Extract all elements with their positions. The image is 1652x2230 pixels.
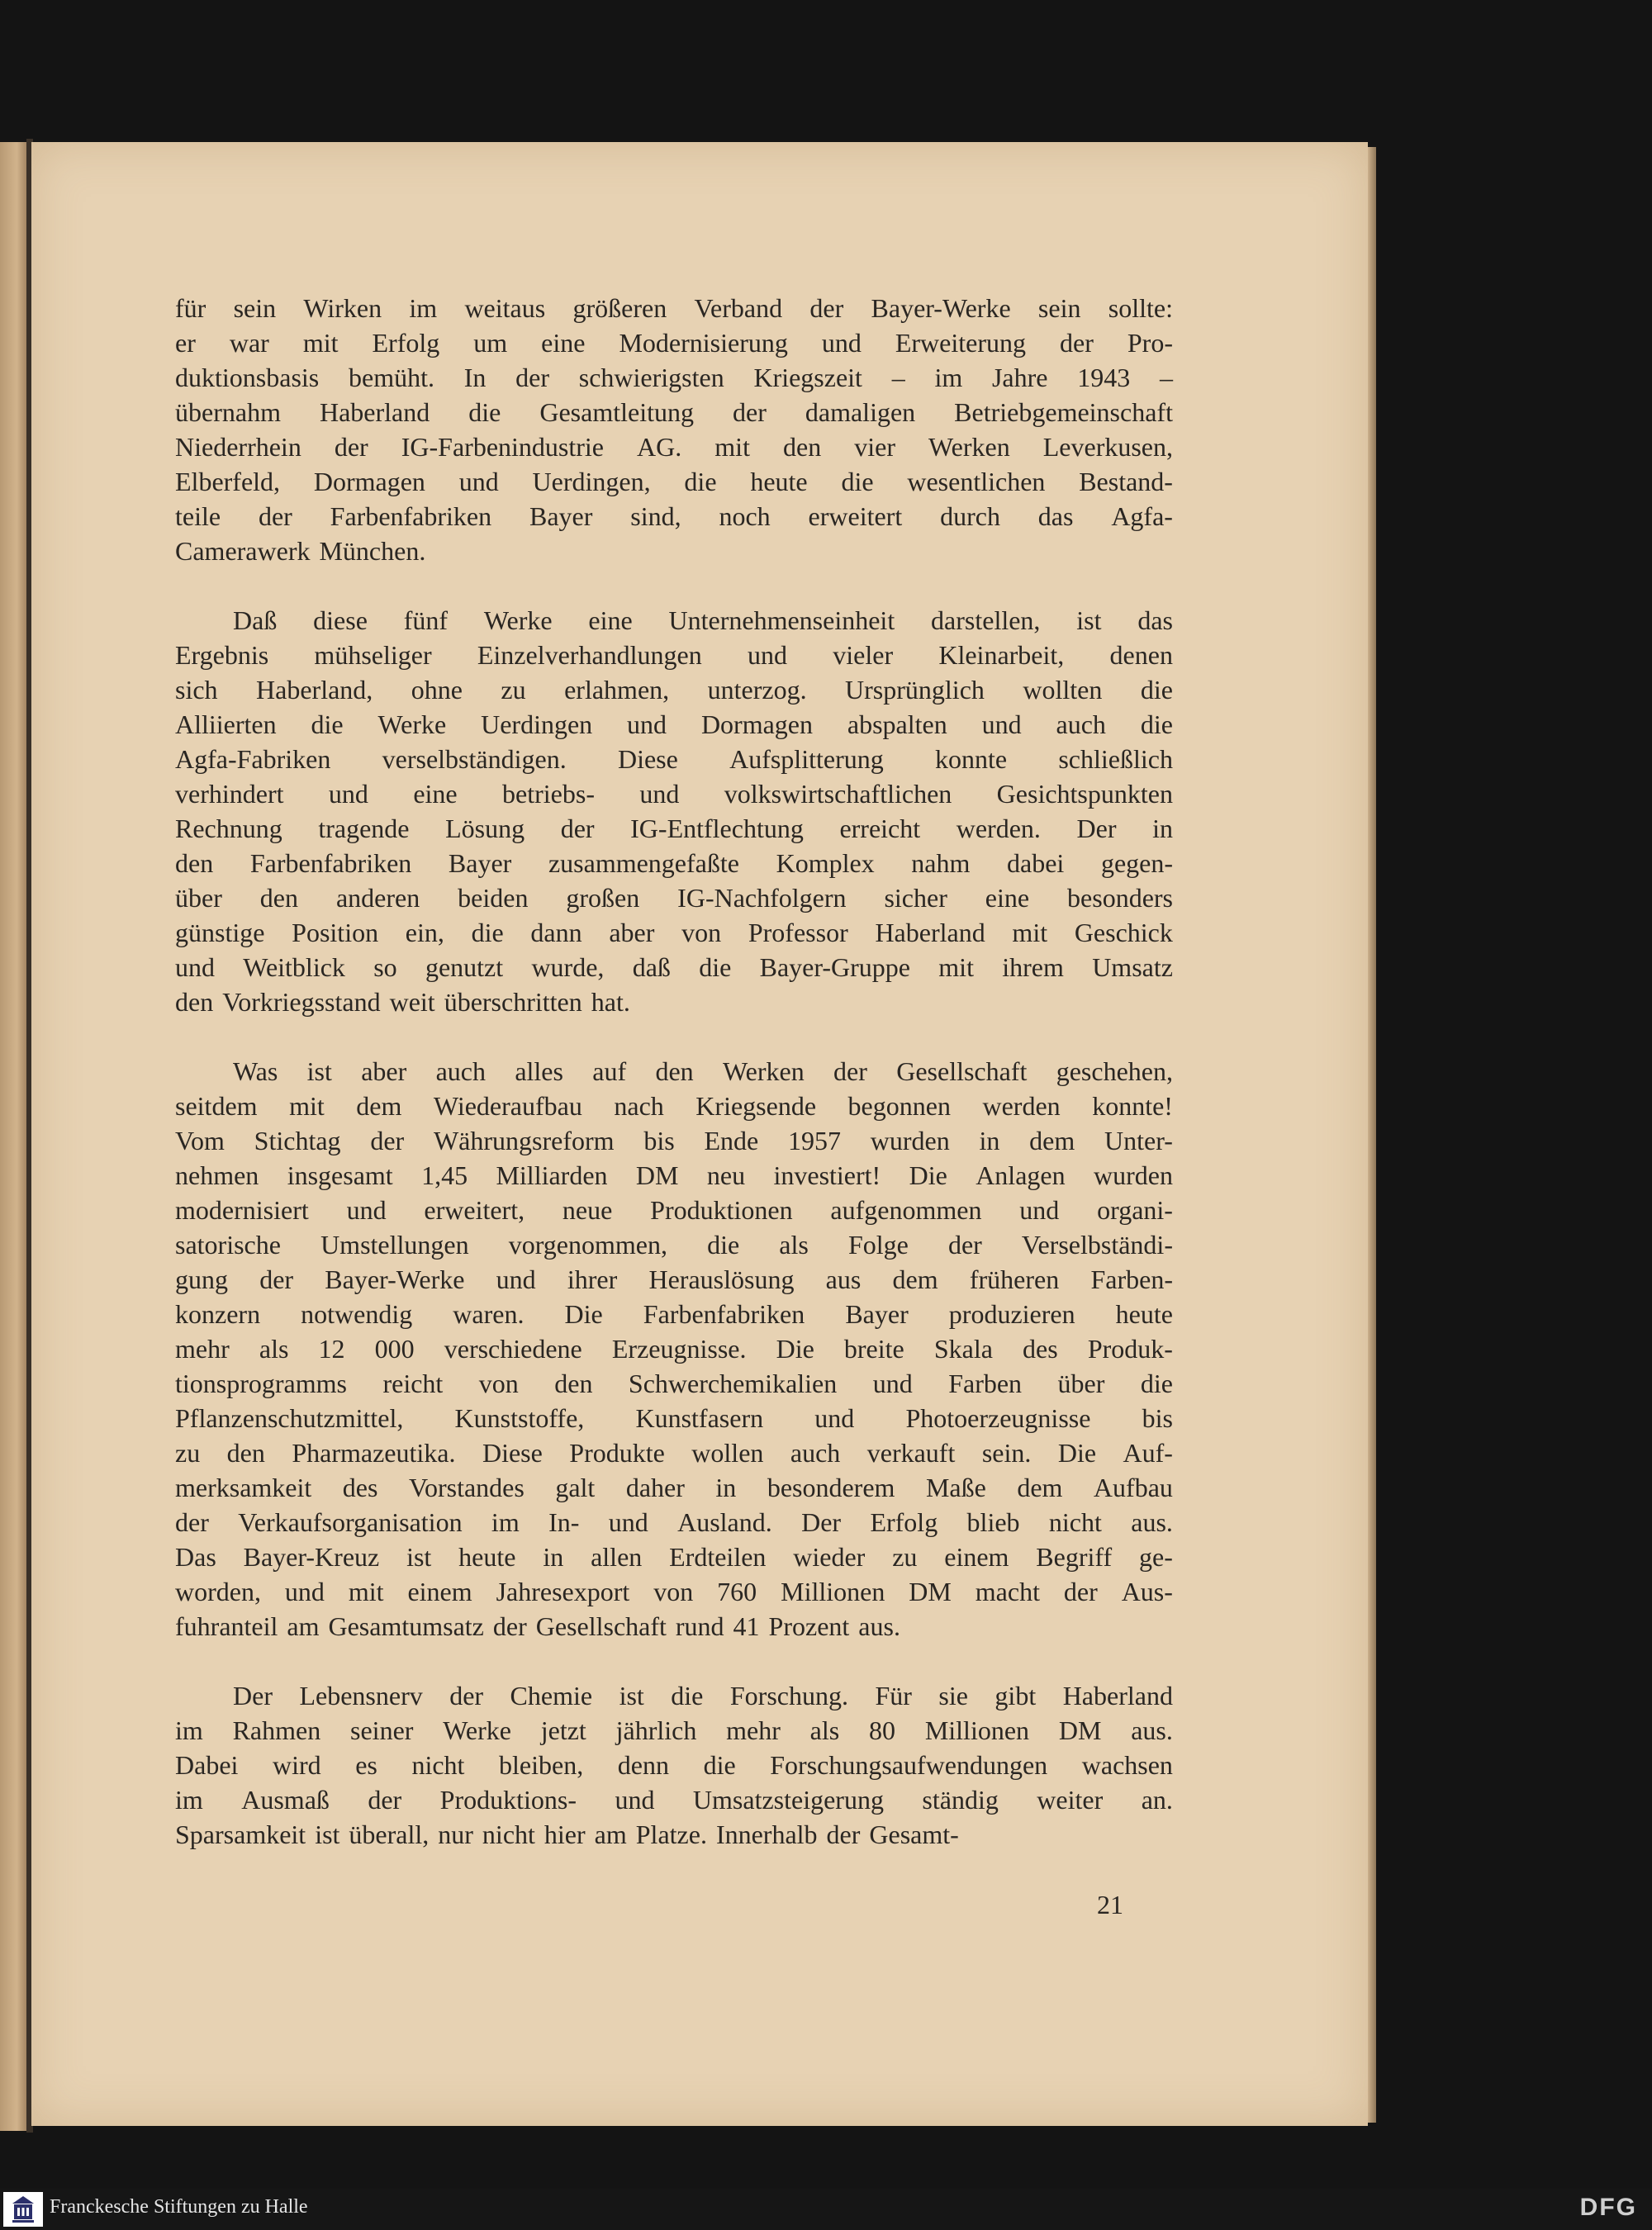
text-line: seitdem mit dem Wiederaufbau nach Kriegsende begonnen werden konnte! xyxy=(175,1091,1173,1121)
text-line: Rechnung tragende Lösung der IG-Entflechtung erreicht werden. Der in xyxy=(175,814,1173,843)
paragraph xyxy=(175,603,1173,1019)
text-line: verhindert und eine betriebs- und volkswirtschaftlichen Gesichtspunkten xyxy=(175,779,1173,809)
text-line: Dabei wird es nicht bleiben, denn die Forschungsaufwendungen wachsen xyxy=(175,1750,1173,1780)
paragraph xyxy=(175,291,1173,568)
text-line: fuhranteil am Gesamtumsatz der Gesellschaft rund 41 Prozent aus. xyxy=(175,1611,900,1641)
text-line: Alliierten die Werke Uerdingen und Dormagen abspalten und auch die xyxy=(175,709,1173,739)
text-line: Der Lebensnerv der Chemie ist die Forschung. Für sie gibt Haberland xyxy=(233,1681,1173,1710)
text-line: den Farbenfabriken Bayer zusammengefaßte Komplex nahm dabei gegen- xyxy=(175,848,1173,878)
text-line: und Weitblick so genutzt wurde, daß die Bayer-Gruppe mit ihrem Umsatz xyxy=(175,952,1173,982)
text-line: gung der Bayer-Werke und ihrer Herauslösung aus dem früheren Farben- xyxy=(175,1264,1173,1294)
building-icon xyxy=(11,2195,36,2223)
text-line: konzern notwendig waren. Die Farbenfabriken Bayer produzieren heute xyxy=(175,1299,1173,1329)
text-line: modernisiert und erweitert, neue Produktionen aufgenommen und organi- xyxy=(175,1195,1173,1225)
page-number: 21 xyxy=(1097,1890,1123,1919)
paragraph xyxy=(175,1678,1173,1852)
text-line: über den anderen beiden großen IG-Nachfolgern sicher eine besonders xyxy=(175,883,1173,913)
text-line: Das Bayer-Kreuz ist heute in allen Erdteilen wieder zu einem Begriff ge- xyxy=(175,1542,1173,1572)
text-line: Vom Stichtag der Währungsreform bis Ende 1957 wurden in dem Unter- xyxy=(175,1126,1173,1155)
text-line: Camerawerk München. xyxy=(175,536,426,566)
text-line: im Ausmaß der Produktions- und Umsatzsteigerung ständig weiter an. xyxy=(175,1785,1173,1815)
text-line: Pflanzenschutzmittel, Kunststoffe, Kunstfasern und Photoerzeugnisse bis xyxy=(175,1403,1173,1433)
text-line: Agfa-Fabriken verselbständigen. Diese Aufsplitterung konnte schließlich xyxy=(175,744,1173,774)
text-line: Sparsamkeit ist überall, nur nicht hier am Platze. Innerhalb der Gesamt- xyxy=(175,1820,959,1849)
text-line: günstige Position ein, die dann aber von Professor Haberland mit Geschick xyxy=(175,918,1173,947)
text-line: Was ist aber auch alles auf den Werken der Gesellschaft geschehen, xyxy=(233,1056,1173,1086)
text-line: er war mit Erfolg um eine Modernisierung und Erweiterung der Pro- xyxy=(175,328,1173,358)
text-line: duktionsbasis bemüht. In der schwierigsten Kriegszeit – im Jahre 1943 – xyxy=(175,363,1173,392)
text-line: zu den Pharmazeutika. Diese Produkte wollen auch verkauft sein. Die Auf- xyxy=(175,1438,1173,1468)
text-line: teile der Farbenfabriken Bayer sind, noch erweitert durch das Agfa- xyxy=(175,501,1173,531)
text-line: mehr als 12 000 verschiedene Erzeugnisse. Die breite Skala des Produk- xyxy=(175,1334,1173,1364)
body-text xyxy=(175,291,1173,1886)
text-line: Elberfeld, Dormagen und Uerdingen, die heute die wesentlichen Bestand- xyxy=(175,467,1173,496)
text-line: im Rahmen seiner Werke jetzt jährlich mehr als 80 Millionen DM aus. xyxy=(175,1715,1173,1745)
dfg-logo: DFG xyxy=(1579,2194,1637,2221)
text-line: merksamkeit des Vorstandes galt daher in besonderem Maße dem Aufbau xyxy=(175,1473,1173,1502)
paragraph xyxy=(175,1054,1173,1644)
text-line: für sein Wirken im weitaus größeren Verband der Bayer-Werke sein sollte: xyxy=(175,293,1173,323)
text-line: der Verkaufsorganisation im In- und Ausland. Der Erfolg blieb nicht aus. xyxy=(175,1507,1173,1537)
page-right-edge xyxy=(1368,147,1376,2123)
text-line: satorische Umstellungen vorgenommen, die als Folge der Verselbständi- xyxy=(175,1230,1173,1260)
text-line: Daß diese fünf Werke eine Unternehmenseinheit darstellen, ist das xyxy=(233,605,1173,635)
text-line: nehmen insgesamt 1,45 Milliarden DM neu investiert! Die Anlagen wurden xyxy=(175,1160,1173,1190)
text-line: sich Haberland, ohne zu erlahmen, unterzog. Ursprünglich wollten die xyxy=(175,675,1173,705)
text-line: übernahm Haberland die Gesamtleitung der damaligen Betriebgemeinschaft xyxy=(175,397,1173,427)
institution-name: Franckesche Stiftungen zu Halle xyxy=(50,2196,308,2218)
institution-logo xyxy=(3,2192,43,2227)
text-line: tionsprogramms reicht von den Schwerchemikalien und Farben über die xyxy=(175,1369,1173,1398)
previous-page-edge xyxy=(0,142,28,2131)
text-line: Ergebnis mühseliger Einzelverhandlungen und vieler Kleinarbeit, denen xyxy=(175,640,1173,670)
text-line: den Vorkriegsstand weit überschritten hat. xyxy=(175,987,630,1017)
text-line: worden, und mit einem Jahresexport von 760 Millionen DM macht der Aus- xyxy=(175,1577,1173,1606)
text-line: Niederrhein der IG-Farbenindustrie AG. mit den vier Werken Leverkusen, xyxy=(175,432,1173,462)
